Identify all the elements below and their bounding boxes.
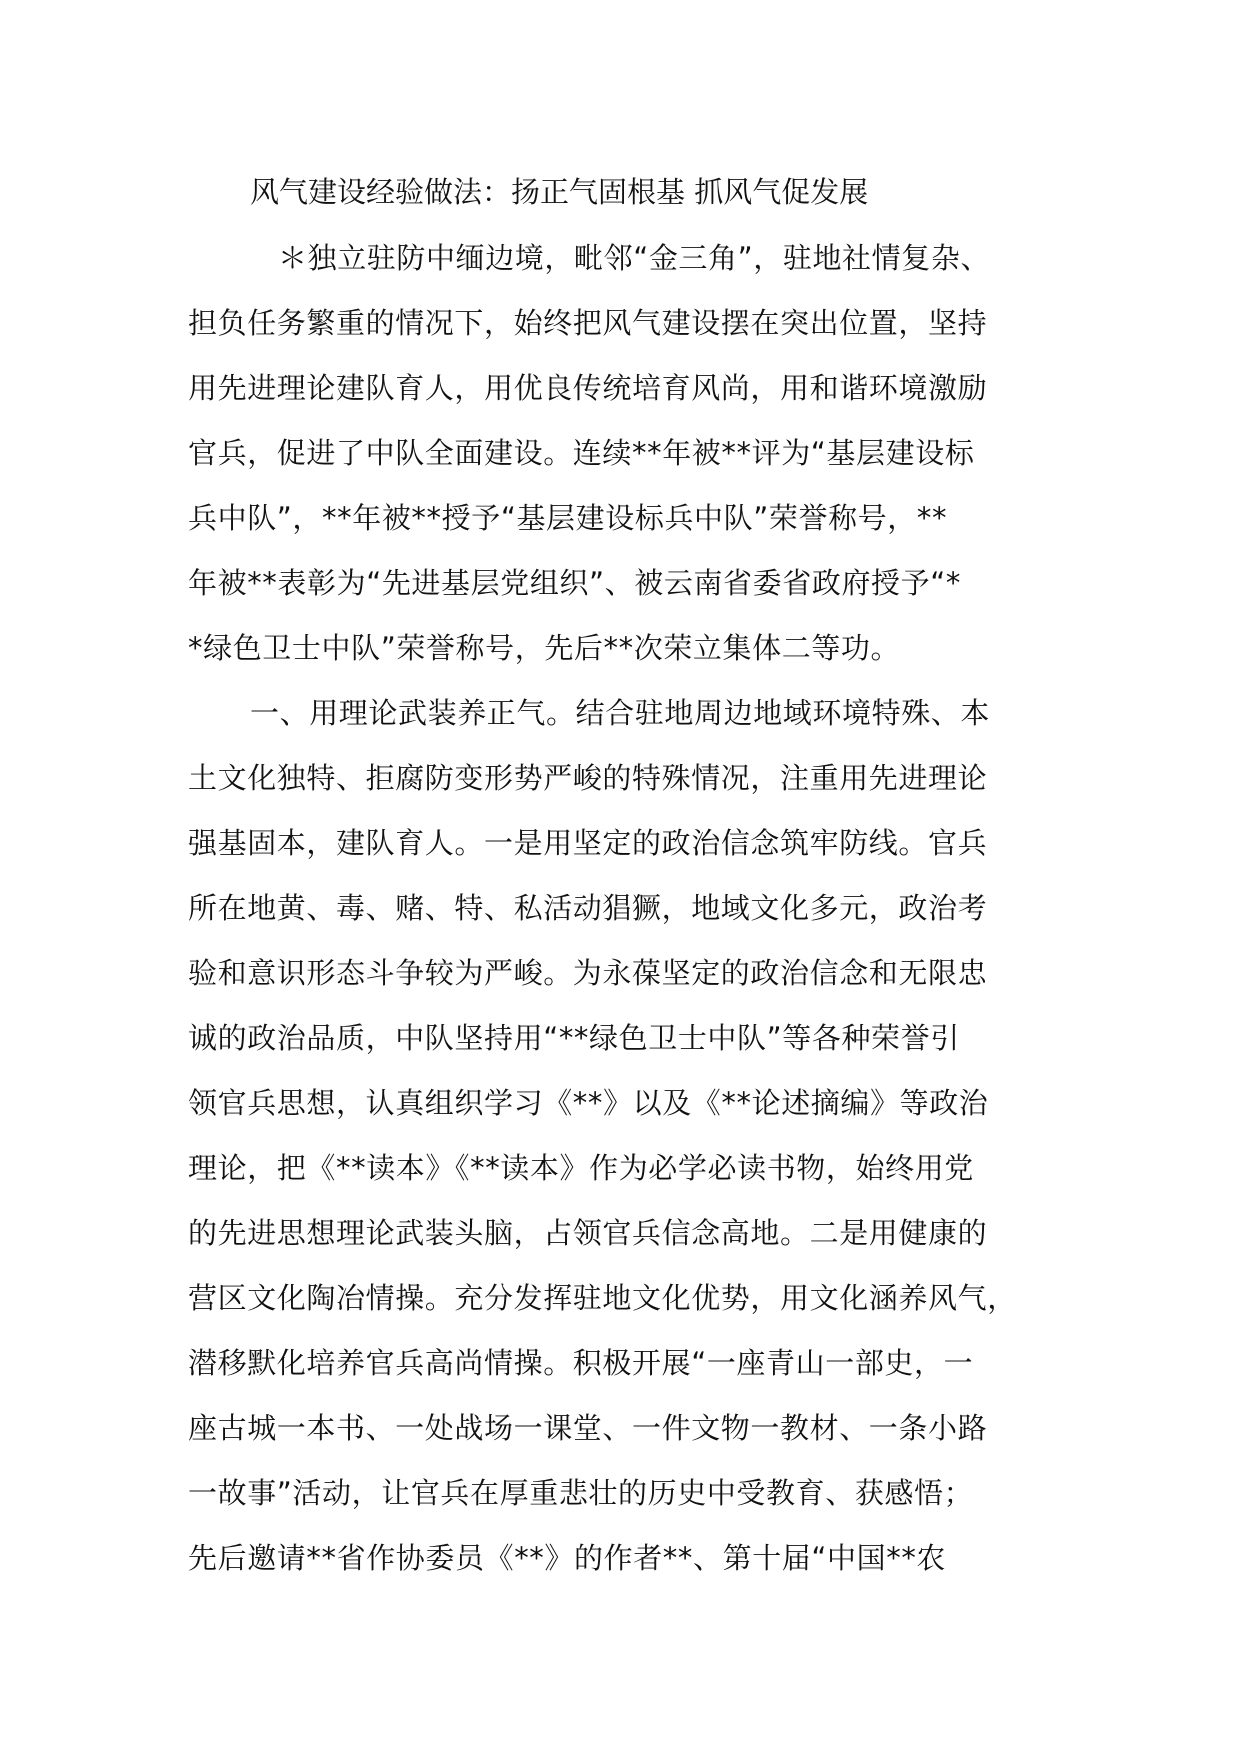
paragraph-line: 座古城一本书、一处战场一课堂、一件文物一教材、一条小路 — [188, 1411, 988, 1445]
paragraph-line: 先后邀请**省作协委员《**》的作者**、第十届“中国**农 — [188, 1541, 947, 1575]
paragraph-line: ＊独立驻防中缅边境，毗邻“金三角”，驻地社情复杂、 — [278, 241, 991, 275]
paragraph-line: 领官兵思想，认真组织学习《**》以及《**论述摘编》等政治 — [188, 1086, 989, 1120]
document-title: 风气建设经验做法：扬正气固根基 抓风气促发展 — [250, 175, 869, 209]
paragraph-line: 一故事”活动，让官兵在厚重悲壮的历史中受教育、获感悟； — [188, 1476, 974, 1510]
section-heading-line: 一、用理论武装养正气。结合驻地周边地域环境特殊、本 — [250, 696, 991, 730]
paragraph-line: 年被**表彰为“先进基层党组织”、被云南省委省政府授予“* — [188, 566, 961, 600]
paragraph-line: 营区文化陶冶情操。充分发挥驻地文化优势，用文化涵养风气， — [188, 1281, 1017, 1315]
paragraph-line: 用先进理论建队育人，用优良传统培育风尚，用和谐环境激励 — [188, 371, 988, 405]
paragraph-line: 理论，把《**读本》《**读本》作为必学必读书物，始终用党 — [188, 1151, 974, 1185]
paragraph-line: 诚的政治品质，中队坚持用“**绿色卫士中队”等各种荣誉引 — [188, 1021, 960, 1055]
paragraph-line: 强基固本，建队育人。一是用坚定的政治信念筑牢防线。官兵 — [188, 826, 988, 860]
paragraph-line: 所在地黄、毒、赌、特、私活动猖獗，地域文化多元，政治考 — [188, 891, 988, 925]
paragraph-line: 土文化独特、拒腐防变形势严峻的特殊情况，注重用先进理论 — [188, 761, 988, 795]
paragraph-line: 担负任务繁重的情况下，始终把风气建设摆在突出位置，坚持 — [188, 306, 988, 340]
paragraph-line: 潜移默化培养官兵高尚情操。积极开展“一座青山一部史，一 — [188, 1346, 974, 1380]
paragraph-line: 官兵，促进了中队全面建设。连续**年被**评为“基层建设标 — [188, 436, 975, 470]
paragraph-line: *绿色卫士中队”荣誉称号，先后**次荣立集体二等功。 — [188, 631, 901, 665]
paragraph-line: 的先进思想理论武装头脑，占领官兵信念高地。二是用健康的 — [188, 1216, 988, 1250]
paragraph-line: 验和意识形态斗争较为严峻。为永葆坚定的政治信念和无限忠 — [188, 956, 988, 990]
paragraph-line: 兵中队”，**年被**授予“基层建设标兵中队”荣誉称号，** — [188, 501, 948, 535]
